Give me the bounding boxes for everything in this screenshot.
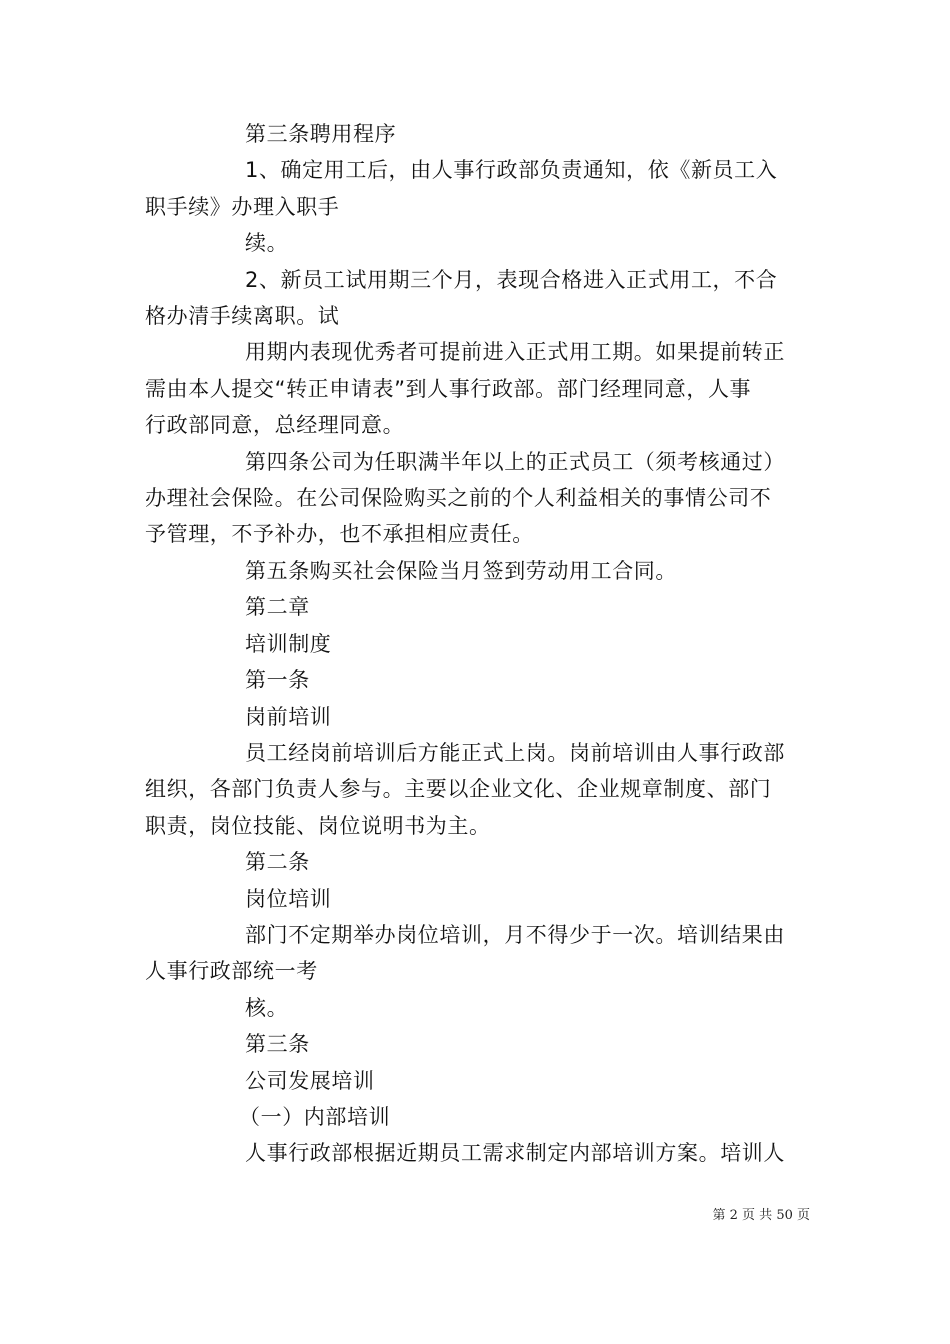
page-number: 第 2 页 共 50 页 (712, 1208, 810, 1223)
chapter-heading: 第二章 (245, 595, 310, 620)
text-line: 人事行政部统一考 (145, 959, 318, 984)
text-line: 行政部同意，总经理同意。 (145, 413, 405, 438)
section-heading-article-4: 第四条公司为任职满半年以上的正式员工（须考核通过） (245, 449, 785, 474)
text-line: 2、新员工试用期三个月，表现合格进入正式用工，不合 (245, 267, 778, 292)
text-line: 职责，岗位技能、岗位说明书为主。 (145, 813, 491, 838)
article-heading: 第三条 (245, 1032, 310, 1057)
document-body (145, 116, 805, 1172)
article-title: 岗前培训 (245, 704, 332, 729)
section-heading-article-3: 第三条聘用程序 (245, 122, 397, 146)
subsection-heading: （一）内部培训 (239, 1104, 391, 1129)
text-line: 续。 (245, 231, 289, 256)
article-heading: 第一条 (245, 668, 310, 693)
text-line: 组织，各部门负责人参与。主要以企业文化、企业规章制度、部门 (145, 777, 772, 802)
chapter-title: 培训制度 (245, 631, 332, 656)
text-line: 人事行政部根据近期员工需求制定内部培训方案。培训人 (245, 1141, 785, 1166)
section-heading-article-5: 第五条购买社会保险当月签到劳动用工合同。 (245, 558, 677, 583)
text-line: 1、确定用工后，由人事行政部负责通知，依《新员工入 (245, 158, 778, 183)
text-line: 职手续》办理入职手 (145, 194, 340, 219)
text-line: 员工经岗前培训后方能正式上岗。岗前培训由人事行政部 (245, 740, 785, 765)
article-heading: 第二条 (245, 850, 310, 875)
text-line: 予管理，不予补办，也不承担相应责任。 (145, 522, 534, 547)
text-line: 部门不定期举办岗位培训，月不得少于一次。培训结果由 (245, 922, 785, 947)
text-line: 需由本人提交“转正申请表”到人事行政部。部门经理同意，人事 (145, 376, 752, 401)
text-line: 办理社会保险。在公司保险购买之前的个人利益相关的事情公司不 (145, 486, 772, 511)
article-title: 公司发展培训 (245, 1068, 375, 1093)
text-line: 用期内表现优秀者可提前进入正式用工期。如果提前转正 (245, 340, 785, 365)
text-line: 格办清手续离职。试 (145, 304, 340, 329)
article-title: 岗位培训 (245, 886, 332, 911)
text-line: 核。 (245, 995, 289, 1020)
